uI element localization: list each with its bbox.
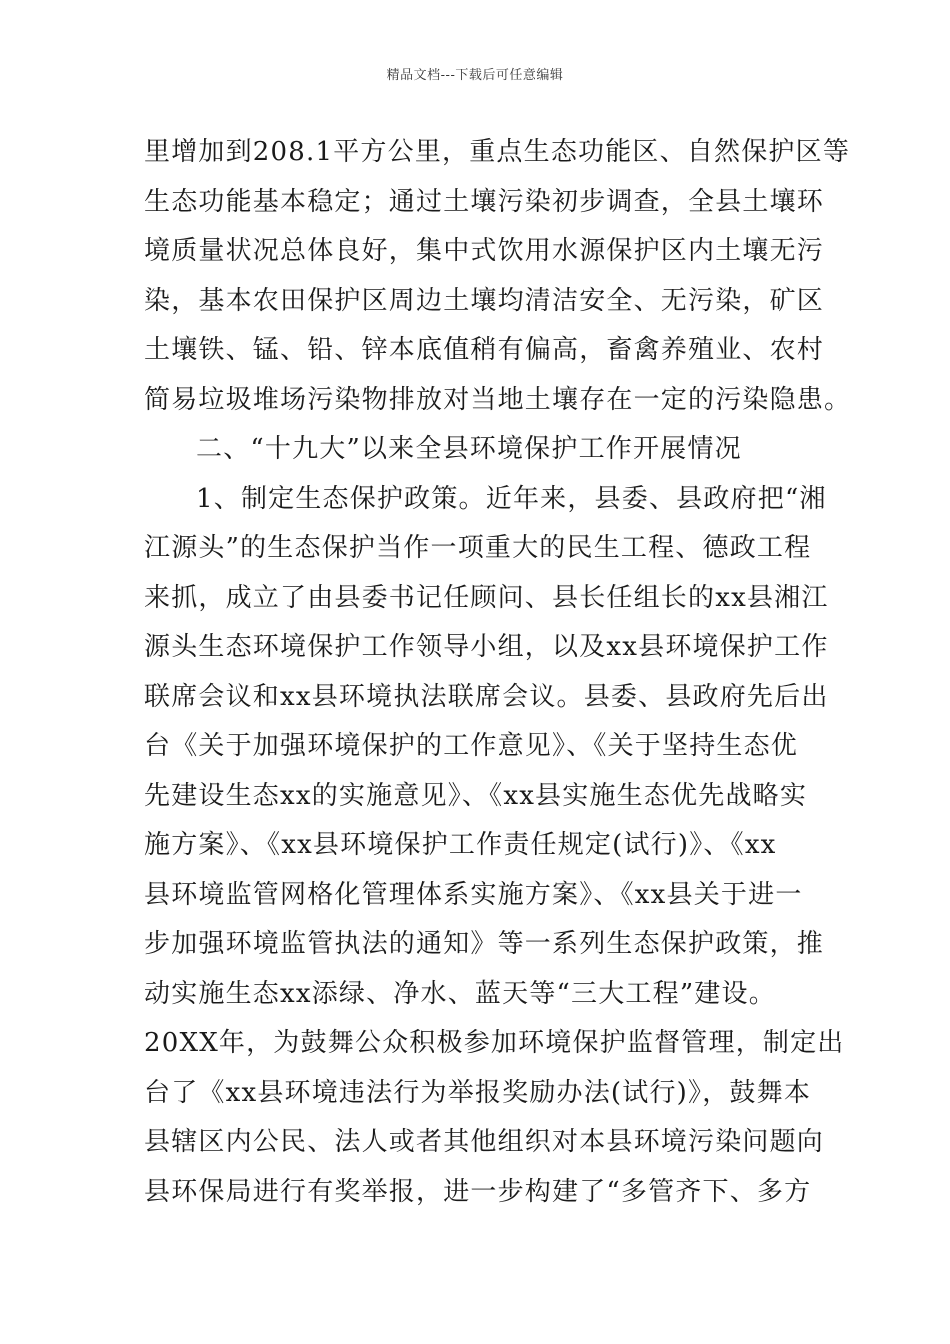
- text-line: 动实施生态xx添绿、净水、蓝天等“三大工程”建设。: [144, 978, 776, 1009]
- text-line: 境质量状况总体良好，集中式饮用水源保护区内土壤无污: [144, 236, 825, 266]
- paragraph-start: 1、制定生态保护政策。近年来，县委、县政府把“湘: [196, 483, 827, 514]
- text-line: 县辖区内公民、法人或者其他组织对本县环境污染问题向: [144, 1127, 825, 1157]
- text-line: 源头生态环境保护工作领导小组，以及xx县环境保护工作: [144, 632, 829, 662]
- text-line: 土壤铁、锰、铅、锌本底值稍有偏高，畜禽养殖业、农村: [144, 335, 825, 365]
- text-line: 简易垃圾堆场污染物排放对当地土壤存在一定的污染隐患。: [144, 384, 852, 415]
- text-line: 县环境监管网格化管理体系实施方案》、《xx县关于进一: [144, 879, 803, 910]
- text-line: 先建设生态xx的实施意见》、《xx县实施生态优先战略实: [144, 780, 808, 811]
- text-line: 染，基本农田保护区周边土壤均清洁安全、无污染，矿区: [144, 285, 825, 316]
- text-line: 台了《xx县环境违法行为举报奖励办法(试行)》，鼓舞本: [144, 1077, 812, 1108]
- document-body: [144, 128, 852, 1217]
- text-line: 施方案》、《xx县环境保护工作责任规定(试行)》、《xx: [144, 830, 777, 860]
- text-line: 县环保局进行有奖举报，进一步构建了“多管齐下、多方: [144, 1176, 812, 1207]
- page-header: 精品文档---下载后可任意编辑: [386, 68, 564, 83]
- text-line: 20XX年，为鼓舞公众积极参加环境保护监督管理，制定出: [144, 1028, 845, 1058]
- text-line: 步加强环境监管执法的通知》等一系列生态保护政策，推: [144, 929, 825, 959]
- text-line: 来抓，成立了由县委书记任顾问、县长任组长的xx县湘江: [144, 582, 829, 613]
- text-line: 生态功能基本稳定；通过土壤污染初步调查，全县土壤环: [144, 186, 825, 217]
- text-line: 江源头”的生态保护当作一项重大的民生工程、德政工程: [144, 533, 812, 563]
- section-heading: 二、“十九大”以来全县环境保护工作开展情况: [196, 434, 742, 464]
- text-line: 里增加到208.1平方公里，重点生态功能区、自然保护区等: [144, 137, 851, 167]
- text-line: 台《关于加强环境保护的工作意见》、《关于坚持生态优: [144, 731, 799, 761]
- text-line: 联席会议和xx县环境执法联席会议。县委、县政府先后出: [144, 681, 829, 712]
